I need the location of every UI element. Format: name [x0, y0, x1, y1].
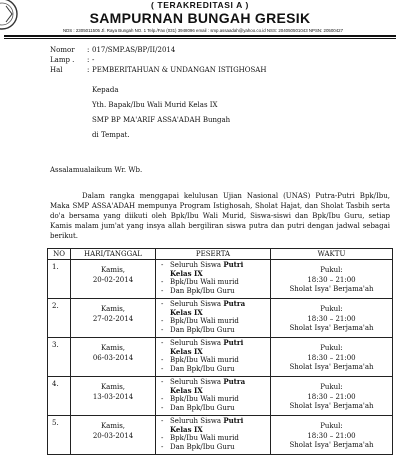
row-number: 5.: [48, 416, 71, 455]
row-day-cell: [71, 338, 156, 377]
col-header-day: HARI/TANGGAL: [71, 249, 156, 260]
participant-gender: Putri: [223, 260, 244, 269]
row-date: 13-03-2014: [92, 392, 134, 401]
row-time: [271, 299, 393, 338]
header-divider-thin: [4, 38, 396, 39]
row-participants: - Seluruh Siswa Putri Kelas IX - Bpk/Ibu Wali murid - Dan Bpk/Ibu Guru: [156, 338, 271, 377]
participant-class: Kelas IX: [170, 385, 203, 395]
col-header-no: NO: [48, 249, 71, 260]
table-row: [48, 338, 393, 377]
row-time: [271, 338, 393, 377]
row-date: 20-02-2014: [92, 275, 134, 284]
meta-value: PEMBERITAHUAN & UNDANGAN ISTIGHOSAH: [92, 66, 267, 74]
participant-line: Bpk/Ibu Wali murid: [170, 356, 239, 364]
time-note: Sholat Isya' Berjama'ah: [289, 441, 374, 449]
row-number: 3.: [48, 338, 71, 377]
meta-sep: :: [87, 46, 90, 54]
row-day: Kamis,: [100, 266, 126, 274]
row-number: 1.: [48, 260, 71, 299]
row-day: Kamis,: [100, 383, 126, 391]
participant-line: Seluruh Siswa: [170, 378, 222, 386]
table-row: [48, 416, 393, 455]
time-note: Sholat Isya' Berjama'ah: [289, 285, 374, 293]
meta-key: Hal: [50, 66, 63, 74]
row-day: Kamis,: [100, 305, 126, 313]
col-header-participants: PESERTA: [156, 249, 271, 260]
row-day-cell: [71, 260, 156, 299]
col-header-time: WAKTU: [271, 249, 393, 260]
time-range: 18:30 – 21:00: [307, 275, 356, 284]
school-name-heading: SAMPURNAN BUNGAH GRESIK: [89, 10, 311, 26]
participant-line: Dan Bpk/Ibu Guru: [170, 403, 235, 412]
time-note: Sholat Isya' Berjama'ah: [289, 402, 374, 410]
participant-class: Kelas IX: [170, 307, 203, 317]
participant-gender: Putra: [223, 377, 246, 386]
body-paragraph: Dalam rangka menggapai kelulusan Ujian Nasional (UNAS) Putra-Putri Bpk/Ibu, Maka SMP ASSA'ADAH mempunya Program Istighosah, Sholat Hajat, dan Sholat Tasbih serta do'a bersama yang diikuti oleh Bpk/Ibu Wali Murid, Siswa-siswi dan Bpk/Ibu Guru, setiap Kamis malam jum'at yang insya allah bergiliran siswa putra dan putri dengan jadwal sebagai berikut.: [50, 192, 390, 240]
recipient-line-1: Yth. Bapak/Ibu Wali Murid Kelas IX: [92, 101, 218, 109]
participant-class: Kelas IX: [170, 268, 203, 278]
row-date: 06-03-2014: [92, 353, 134, 362]
participant-line: Seluruh Siswa: [170, 261, 222, 269]
table-row: [48, 260, 393, 299]
header-divider-thick: [4, 35, 396, 37]
participant-gender: Putri: [223, 416, 244, 425]
row-number: 2.: [48, 299, 71, 338]
row-day-cell: [71, 299, 156, 338]
schedule-table: [47, 248, 393, 455]
participant-line: Bpk/Ibu Wali murid: [170, 395, 239, 403]
row-date: 27-02-2014: [92, 314, 134, 323]
participant-line: Dan Bpk/Ibu Guru: [170, 442, 235, 451]
participant-line: Seluruh Siswa: [170, 417, 222, 425]
meta-sep: :: [87, 56, 90, 64]
recipient-line-2: SMP BP MA'ARIF ASSA'ADAH Bungah: [92, 116, 231, 124]
participant-gender: Putra: [223, 299, 246, 308]
row-number: 4.: [48, 377, 71, 416]
row-time: [271, 260, 393, 299]
participant-gender: Putri: [223, 338, 244, 347]
participant-line: Seluruh Siswa: [170, 300, 222, 308]
meta-sep: :: [87, 66, 90, 74]
row-participants: - Seluruh Siswa Putra Kelas IX - Bpk/Ibu Wali murid - Dan Bpk/Ibu Guru: [156, 299, 271, 338]
time-label: Pukul:: [320, 344, 343, 352]
participant-class: Kelas IX: [170, 424, 203, 434]
row-day: Kamis,: [100, 422, 126, 430]
row-time: [271, 416, 393, 455]
table-row: [48, 377, 393, 416]
row-participants: - Seluruh Siswa Putri Kelas IX - Bpk/Ibu Wali murid - Dan Bpk/Ibu Guru: [156, 416, 271, 455]
participant-line: Bpk/Ibu Wali murid: [170, 434, 239, 442]
time-label: Pukul:: [320, 305, 343, 313]
meta-key: Nomor: [50, 46, 75, 54]
time-range: 18:30 – 21:00: [307, 392, 356, 401]
greeting: Assalamualaikum Wr. Wb.: [50, 166, 143, 174]
row-time: [271, 377, 393, 416]
meta-value: -: [92, 56, 95, 64]
accreditation-label: ( TERAKREDITASI A ): [151, 0, 249, 10]
row-participants: - Seluruh Siswa Putri Kelas IX - Bpk/Ibu Wali murid - Dan Bpk/Ibu Guru: [156, 260, 271, 299]
time-label: Pukul:: [320, 422, 343, 430]
row-day-cell: [71, 377, 156, 416]
participant-line: Dan Bpk/Ibu Guru: [170, 286, 235, 295]
participant-class: Kelas IX: [170, 346, 203, 356]
recipient-line-3: di Tempat.: [92, 131, 130, 139]
row-participants: - Seluruh Siswa Putra Kelas IX - Bpk/Ibu Wali murid - Dan Bpk/Ibu Guru: [156, 377, 271, 416]
row-date: 20-03-2014: [92, 431, 134, 440]
time-note: Sholat Isya' Berjama'ah: [289, 363, 374, 371]
time-label: Pukul:: [320, 266, 343, 274]
participant-line: Seluruh Siswa: [170, 339, 222, 347]
meta-key: Lamp .: [50, 56, 75, 64]
row-day-cell: [71, 416, 156, 455]
participant-line: Bpk/Ibu Wali murid: [170, 278, 239, 286]
participant-line: Dan Bpk/Ibu Guru: [170, 325, 235, 334]
meta-value: 017/SMP.AS/BP/II/2014: [92, 46, 176, 54]
recipient-label: Kepada: [92, 86, 119, 94]
row-day: Kamis,: [100, 344, 126, 352]
participant-line: Bpk/Ibu Wali murid: [170, 317, 239, 325]
table-header-row: [48, 249, 393, 260]
time-range: 18:30 – 21:00: [307, 353, 356, 362]
contact-line: NDS : 2305011505 Jl. Raya Bungah NO. 1 Telp./Fax (031) 3948096 email : smp.assaadah@yahoo.co.id NSS: 204050501043 NPSN: 20500427: [62, 28, 344, 33]
time-note: Sholat Isya' Berjama'ah: [289, 324, 374, 332]
participant-line: Dan Bpk/Ibu Guru: [170, 364, 235, 373]
table-row: [48, 299, 393, 338]
time-range: 18:30 – 21:00: [307, 314, 356, 323]
time-range: 18:30 – 21:00: [307, 431, 356, 440]
time-label: Pukul:: [320, 383, 343, 391]
